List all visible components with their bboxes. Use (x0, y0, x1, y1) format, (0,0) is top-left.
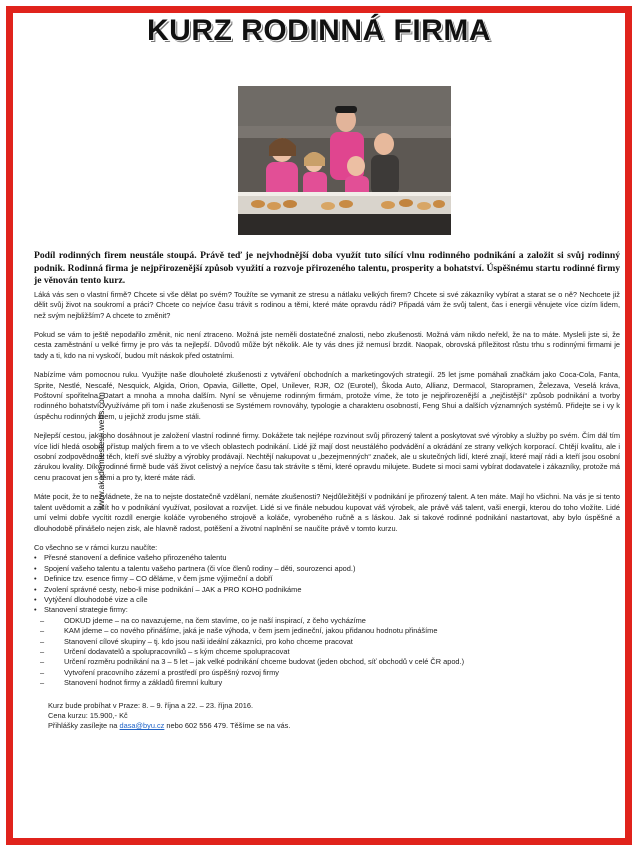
article-body (34, 250, 620, 732)
list-item: • Spojení vašeho talentu a talentu vašeho partnera (či více členů rodiny – děti, sourozenci apod.) (34, 564, 620, 574)
sub-list-item: – ODKUD jdeme – na co navazujeme, na čem stavíme, co je naší inspirací, z čeho vycházíme (40, 616, 620, 626)
list-item: • Vytýčení dlouhodobé vize a cíle (34, 595, 620, 605)
paragraph-3: Nabízíme vám pomocnou ruku. Využijte naše dlouholeté zkušenosti z vytváření obchodních a marketingových strategií. 25 let jsme pomáhali značkám jako Coca-Cola, Fanta, Sprite, Nestlé, Nescafé, Nesquick, Algida, Orion, Opavia, Gillette, Opel, Unilever, RJR, O2 (Eurotel), Škoda Auto, Allianz, Dermacol, Staropramen, Železava, Veselá kráva, Poštovní spořitelna, Datart a mnoha a mnoha dalším. Nyní se věnujeme rodinným firmám, protože víme, že toto je nejpřirozenější a „nejčistější“ způsob podnikání a tvorby rodinného bohatství. Využíváme při tom i naše zkušenosti se Systémem rovnováhy, typologie a charakteru osobností, Feng Shui a dalších významných systémů. Přidejte se i vy k úspěchu rodinných firem, u jejichž zrodu jsme stáli. (34, 370, 620, 421)
sub-list-item: – Vytvoření pracovního zázemí a prostředí pro úspěšný rozvoj firmy (40, 668, 620, 678)
sub-list-item: – Stanovení cílové skupiny – tj. kdo jsou naši ideální zákazníci, pro koho chceme pracovat (40, 637, 620, 647)
website-side-text: www.akademiestesti.webs.com (96, 392, 106, 510)
paragraph-5: Máte pocit, že to nezvládnete, že na to nejste dostatečně vzdělaní, nemáte zkušenosti? Nejdůležitější v podnikání je přirozený talent. A ten máte. Mají ho všichni. Na vás je si tento talent uvědomit a začít ho v podnikání využívat, posilovat a rozvíjet. Lidé si ve finále nebudou kupovat váš výrobek, ale právě váš talent, vaši energii, kterou do toho vložíte. Lidé umí velmi dobře vycítit rozdíl energie koláče vyrobeného strojově a koláče, vyrobeného ručně a s láskou. Jak si takové rodinné podnikání nastartovat, aby bylo úspěšné a dlouhodobě přinášelo nejen zisk, ale hlavně radost, potěšení a životní naplnění se naučíte právě v tomto kurzu. (34, 492, 620, 533)
signup-prefix: Přihlášky zasílejte na (48, 721, 120, 731)
paragraph-2: Pokud se vám to ještě nepodařilo změnit, nic není ztraceno. Možná jste neměli dostatečné znalosti, nebo zkušenosti. Možná vám nikdo neřekl, že na to máte. Mysleli jste si, že cesta zaměstnání u velké firmy je pro vás ta nejlepší. Důvodů může být několik. Ale ty vás dnes již nemusí brzdit. Naopak, obrovská příležitost růstu trhu s rodinnými firmami je tady a ti, kdo na ni vyskočí, budou mít náskok před ostatními. (34, 330, 620, 360)
strategy-sublist (34, 616, 620, 689)
signup-suffix: nebo 602 556 479. Těšíme se na vás. (164, 721, 291, 731)
paragraph-4: Nejlepší cestou, jak toho dosáhnout je založení vlastní rodinné firmy. Dokážete tak nejlépe rozvinout svůj přirozený talent a poskytovat své výrobky a služby po svém. Čím dál tím více lidí hledá osobní přístup malých firem a to ve všech oblastech podnikání. Lidé již mají dost neustálého podvádění a okrádání ze strany velkých korporací. Chtějí kvalitu, ale i osobní zodpovědnost těch, kteří své služby a výrobky prodávají. Nechtějí nakupovat u „bezejmenných“ značek, ale u skutečných lidí, které znají, které mají rádi a kteří jsou osobní zárukou kvality. Díky rodinné firmě bude váš život celistvý a nejvíce času tak strávíte s těmi, které opravdu milujete. Budete si moci sami vybírat dodavatele i zákazníky, protože má cenu pracovat jen s těmi a pro ty, které máte rádi. (34, 431, 620, 482)
list-item: • Zvolení správné cesty, nebo-li mise podnikání – JAK a PRO KOHO podnikáme (34, 585, 620, 595)
page-title: KURZ RODINNÁ FIRMA (147, 14, 491, 47)
family-photo (238, 86, 451, 235)
signup-line (48, 721, 620, 731)
list-item: • Stanovení strategie firmy: (34, 605, 620, 615)
course-dates: Kurz bude probíhat v Praze: 8. – 9. října a 22. – 23. října 2016. (48, 700, 254, 710)
list-item: • Definice tzv. esence firmy – CO děláme, v čem jsme výjimeční a dobří (34, 574, 620, 584)
list-intro: Co všechno se v rámci kurzu naučíte: (34, 542, 158, 552)
lead-paragraph: Podíl rodinných firem neustále stoupá. Právě teď je nejvhodnější doba využít tuto sílící vlnu rodinného podnikání a založit si svůj rodinný podnik. Rodinná firma je nejpřirozenější způsob využití a rozvoje přirozeného talentu, prosperity a bohatství. Úspěšnému startu rodinné firmy je věnován tento kurz. (34, 250, 620, 287)
paragraph-1: Láká vás sen o vlastní firmě? Chcete si vše dělat po svém? Toužíte se vymanit ze stresu a nátlaku velkých firem? Chcete si své zákazníky vybírat a starat se o ně? Nechcete již dělit svůj život na soukromí a práci? Chcete co nejvíce času trávit s rodinou a těmi, které máte opravdu rádi? Připadá vám že svůj talent, čas i energii věnujete více cizím lidem, než svým nejbližším? A chcete to změnit? (34, 289, 620, 320)
email-link[interactable]: dasa@byu.cz (119, 721, 165, 731)
course-price: Cena kurzu: 15.900,- Kč (48, 711, 128, 720)
course-topics-list (34, 553, 620, 615)
sub-list-item: – Určení dodavatelů a spolupracovníků – s kým chceme spolupracovat (40, 647, 620, 657)
sub-list-item: – KAM jdeme – co nového přinášíme, jaká je naše výhoda, v čem jsem jedineční, jakou přidanou hodnotu přinášíme (40, 626, 620, 636)
sub-list-item: – Určení rozměru podnikání na 3 – 5 let – jak velké podnikání chceme budovat (jeden obchod, síť obchodů v celé ČR apod.) (40, 657, 620, 667)
sub-list-item: – Stanovení hodnot firmy a základů firemní kultury (40, 678, 620, 688)
course-info (34, 701, 620, 732)
list-item: • Přesné stanovení a definice vašeho přirozeného talentu (34, 553, 620, 563)
